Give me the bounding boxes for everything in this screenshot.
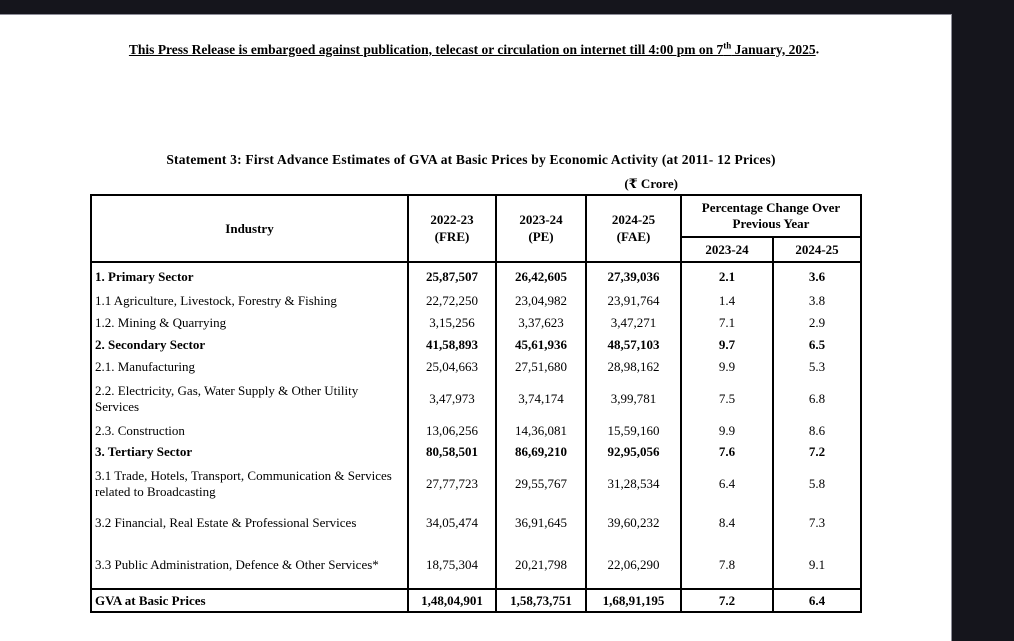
embargo-notice <box>0 40 948 58</box>
pct-cell: 9.1 <box>773 541 861 589</box>
value-cell: 23,04,982 <box>496 290 586 312</box>
pct-cell: 7.2 <box>681 589 773 612</box>
value-cell: 34,05,474 <box>408 505 496 541</box>
value-cell: 86,69,210 <box>496 441 586 462</box>
value-cell: 1,48,04,901 <box>408 589 496 612</box>
table-row-tertiary-sector <box>91 441 861 462</box>
embargo-period: . <box>815 41 820 57</box>
pct-cell: 7.1 <box>681 312 773 334</box>
industry-cell: 3.2 Financial, Real Estate & Professional Services <box>91 505 408 541</box>
column-header-estimate-type: (FAE) <box>616 228 651 244</box>
pct-cell: 7.6 <box>681 441 773 462</box>
industry-cell: 2.2. Electricity, Gas, Water Supply & Other Utility Services <box>91 377 408 420</box>
value-cell: 3,99,781 <box>586 377 681 420</box>
value-cell: 27,77,723 <box>408 462 496 505</box>
pct-cell: 7.3 <box>773 505 861 541</box>
pct-cell: 6.4 <box>681 462 773 505</box>
pct-cell: 9.9 <box>681 420 773 441</box>
pct-cell: 9.7 <box>681 334 773 356</box>
value-cell: 3,47,973 <box>408 377 496 420</box>
value-cell: 3,74,174 <box>496 377 586 420</box>
column-header-industry: Industry <box>91 195 408 262</box>
column-header-year: 2022-23 <box>430 212 474 228</box>
value-cell: 26,42,605 <box>496 262 586 290</box>
pct-cell: 9.9 <box>681 356 773 377</box>
pct-cell: 8.6 <box>773 420 861 441</box>
table-row-secondary-sector <box>91 334 861 356</box>
value-cell: 92,95,056 <box>586 441 681 462</box>
value-cell: 3,47,271 <box>586 312 681 334</box>
embargo-text: This Press Release is embargoed against publication, telecast or circulation on internet till 4:00 pm on 7 <box>128 41 724 57</box>
pct-cell: 1.4 <box>681 290 773 312</box>
value-cell: 27,51,680 <box>496 356 586 377</box>
value-cell: 22,72,250 <box>408 290 496 312</box>
value-cell: 36,91,645 <box>496 505 586 541</box>
column-header-estimate-type: (PE) <box>528 228 554 244</box>
value-cell: 25,87,507 <box>408 262 496 290</box>
column-header-pct-change-group: Percentage Change Over Previous Year <box>681 195 861 237</box>
value-cell: 80,58,501 <box>408 441 496 462</box>
pct-cell: 5.8 <box>773 462 861 505</box>
value-cell: 41,58,893 <box>408 334 496 356</box>
pct-cell: 8.4 <box>681 505 773 541</box>
value-cell: 3,15,256 <box>408 312 496 334</box>
value-cell: 31,28,534 <box>586 462 681 505</box>
value-cell: 3,37,623 <box>496 312 586 334</box>
pct-cell: 2.1 <box>681 262 773 290</box>
table-header-row <box>91 195 861 237</box>
value-cell: 28,98,162 <box>586 356 681 377</box>
industry-cell: 2. Secondary Sector <box>91 334 408 356</box>
industry-cell: 1.1 Agriculture, Livestock, Forestry & Fishing <box>91 290 408 312</box>
embargo-text-end: January, 2025 <box>731 41 816 57</box>
value-cell: 39,60,232 <box>586 505 681 541</box>
statement-title: Statement 3: First Advance Estimates of GVA at Basic Prices by Economic Activity (at 2011- 12 Prices) <box>166 152 776 167</box>
industry-cell: 3.1 Trade, Hotels, Transport, Communication & Services related to Broadcasting <box>91 462 408 505</box>
table-row-public-administration <box>91 541 861 589</box>
industry-cell: 2.3. Construction <box>91 420 408 441</box>
table-row-financial-real-estate <box>91 505 861 541</box>
table-row-primary-sector <box>91 262 861 290</box>
column-header-pct-2023-24: 2023-24 <box>681 237 773 262</box>
industry-cell: 2.1. Manufacturing <box>91 356 408 377</box>
pct-cell: 6.5 <box>773 334 861 356</box>
value-cell: 14,36,081 <box>496 420 586 441</box>
column-header-year: 2024-25 <box>611 212 656 228</box>
column-header-year: 2023-24 <box>519 212 563 228</box>
pct-cell: 7.8 <box>681 541 773 589</box>
value-cell: 25,04,663 <box>408 356 496 377</box>
column-header-2022-23-fre <box>408 195 496 262</box>
unit-label: (₹ Crore) <box>624 176 678 191</box>
value-cell: 45,61,936 <box>496 334 586 356</box>
value-cell: 18,75,304 <box>408 541 496 589</box>
industry-cell: 3. Tertiary Sector <box>91 441 408 462</box>
value-cell: 20,21,798 <box>496 541 586 589</box>
table-row-gva-total <box>91 589 861 612</box>
value-cell: 27,39,036 <box>586 262 681 290</box>
table-row-manufacturing <box>91 356 861 377</box>
gva-estimates-table <box>90 194 862 613</box>
table-row-electricity-gas-water <box>91 377 861 420</box>
industry-cell: 3.3 Public Administration, Defence & Other Services* <box>91 541 408 589</box>
table-row-construction <box>91 420 861 441</box>
pct-cell: 7.2 <box>773 441 861 462</box>
column-header-2024-25-fae <box>586 195 681 262</box>
pct-cell: 6.8 <box>773 377 861 420</box>
pct-cell: 2.9 <box>773 312 861 334</box>
industry-cell: 1. Primary Sector <box>91 262 408 290</box>
column-header-estimate-type: (FRE) <box>434 228 470 244</box>
pct-cell: 7.5 <box>681 377 773 420</box>
pct-cell: 3.6 <box>773 262 861 290</box>
embargo-superscript: th <box>723 40 732 50</box>
industry-cell: 1.2. Mining & Quarrying <box>91 312 408 334</box>
table-row-trade-hotels-transport <box>91 462 861 505</box>
value-cell: 29,55,767 <box>496 462 586 505</box>
table-row-agriculture <box>91 290 861 312</box>
value-cell: 1,68,91,195 <box>586 589 681 612</box>
value-cell: 48,57,103 <box>586 334 681 356</box>
column-header-pct-2024-25: 2024-25 <box>773 237 861 262</box>
value-cell: 13,06,256 <box>408 420 496 441</box>
pct-cell: 3.8 <box>773 290 861 312</box>
industry-cell: GVA at Basic Prices <box>91 589 408 612</box>
value-cell: 15,59,160 <box>586 420 681 441</box>
value-cell: 1,58,73,751 <box>496 589 586 612</box>
table-row-mining <box>91 312 861 334</box>
document-page <box>0 14 952 641</box>
pct-cell: 6.4 <box>773 589 861 612</box>
value-cell: 23,91,764 <box>586 290 681 312</box>
pct-cell: 5.3 <box>773 356 861 377</box>
column-header-2023-24-pe <box>496 195 586 262</box>
value-cell: 22,06,290 <box>586 541 681 589</box>
